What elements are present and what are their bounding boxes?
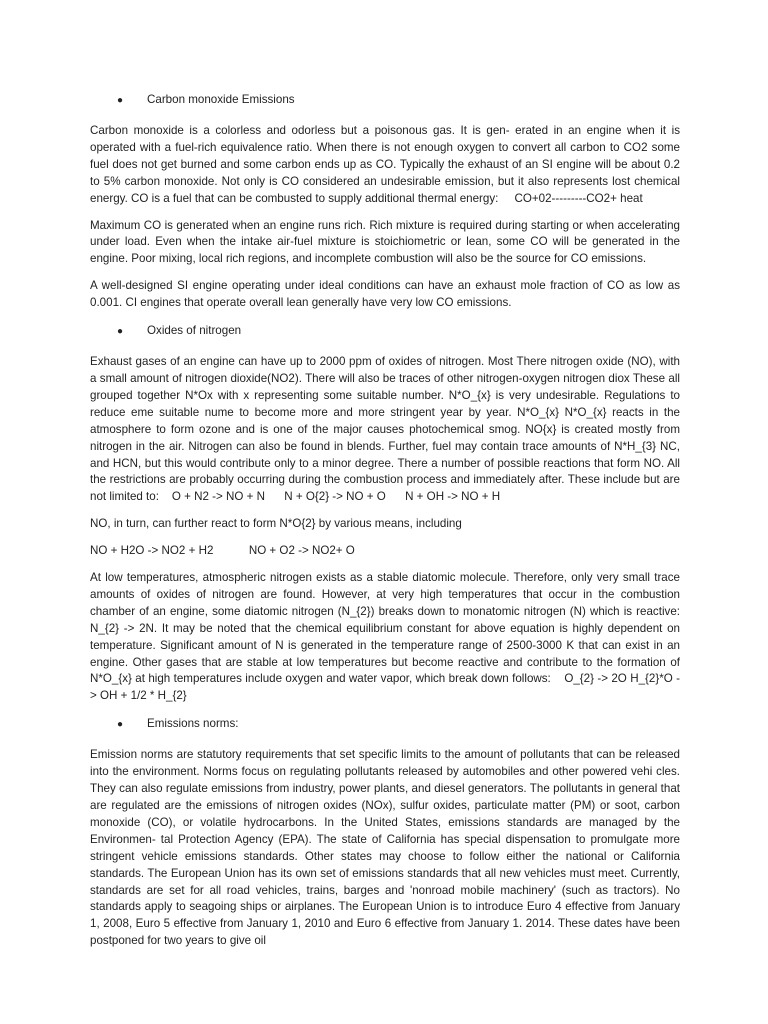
- bullet-icon: ●: [117, 326, 124, 338]
- paragraph: [90, 354, 680, 506]
- heading-text: Emissions norms:: [147, 717, 239, 731]
- paragraph: Emission norms are statutory requirements that set specific limits to the amount of pollutants that can be released into the environment. Norms focus on regulating pollutants released by automobiles and other powered vehi cles. They can also regulate emissions from industry, power plants, and diesel generators. The pollutants in general that are regulated are the emissions of nitrogen oxides (NOx), sulfur oxides, particulate matter (PM) or soot, carbon monoxide (CO), or volatile hydrocarbons. In the United States, emissions standards are managed by the Environmen- tal Protection Agency (EPA). The state of California has special dispensation to promulgate more stringent vehicle emissions standards. Other states may choose to follow either the national or California standards. The European Union has its own set of emissions standards that all new vehicles must meet. Currently, standards are set for all road vehicles, trains, barges and 'nonroad mobile machinery' (such as tractors). No standards apply to seagoing ships or airplanes. The European Union is to introduce Euro 4 effective from January 1, 2008, Euro 5 effective from January 1, 2010 and Euro 6 effective from January 1. 2014. These dates have been postponed for two years to give oil: [90, 748, 680, 948]
- paragraph: Maximum CO is generated when an engine runs rich. Rich mixture is required during starting or when accelerating under load. Even when the intake air-fuel mixture is stoichiometric or lean, some CO will be generated in the engine. Poor mixing, local rich regions, and incomplete combustion will also be the source for CO emissions.: [90, 218, 680, 266]
- paragraph: [90, 570, 680, 705]
- heading-text: Carbon monoxide Emissions: [147, 93, 295, 106]
- bullet-heading-co: [90, 91, 680, 109]
- paragraph: A well-designed SI engine operating under ideal conditions can have an exhaust mole fraction of CO as low as 0.001. CI engines that operate overall lean generally have very low CO emissions.: [90, 279, 680, 310]
- bullet-heading-norms: [90, 715, 680, 733]
- equation: O + N2 -> NO + N N + O{2} -> NO + O N + OH -> NO + H: [171, 490, 501, 504]
- paragraph: [90, 123, 680, 208]
- paragraph: NO, in turn, can further react to form N*O{2} by various means, including: [90, 517, 462, 531]
- bullet-heading-nox: [90, 322, 680, 340]
- paragraph-text: Carbon monoxide is a colorless and odorless but a poisonous gas. It is gen- erated in an engine when it is operated with a fuel-rich equivalence ratio. When there is not enough oxygen to convert all carbon to CO2 some fuel does not get burned and some carbon ends up as CO. Typically the exhaust of an SI engine will be about 0.2 to 5% carbon monoxide. Not only is CO considered an undesirable emission, but it also represents lost chemical energy. CO is a fuel that can be combusted to supply additional thermal energy:: [90, 124, 680, 205]
- paragraph-text: Exhaust gases of an engine can have up to 2000 ppm of oxides of nitrogen. Most There nitrogen oxide (NO), with a small amount of nitrogen dioxide(NO2). There will also be traces of other nitrogen-oxygen nitrogen diox These all grouped together N*Ox with x representing some suitable number. N*O_{x} is very undesirable. Regulations to reduce eme suitable nume to become more and more stringent year by year. N*O_{x} N*O_{x} reacts in the atmosphere to form ozone and is one of the major causes photochemical smog. NO{x} is created mostly from nitrogen in the air. Nitrogen can also be found in blends. Further, fuel may contain trace amounts of N*H_{3} NC, and HCN, but this would contribute only to a minor degree. There a number of possible reactions that form NO. All the restrictions are probably occurring during the combustion process and immediately after. These include but are not limited to:: [90, 355, 680, 504]
- equation: CO+02---------CO2+ heat: [514, 191, 643, 205]
- bullet-icon: ●: [117, 95, 124, 106]
- equation: O_{2} -> 2O H_{2}*O -> OH + 1/2 * H_{2}: [90, 672, 680, 703]
- equation-line: NO + H2O -> NO2 + H2 NO + O2 -> NO2+ O: [90, 544, 355, 558]
- paragraph-text: At low temperatures, atmospheric nitrogen exists as a stable diatomic molecule. Therefore, only very small trace amounts of oxides of nitrogen are found. However, at very high temperatures that occur in the combustion chamber of an engine, some diatomic nitrogen (N_{2}) breaks down to monatomic nitrogen (N) which is reactive: N_{2} -> 2N. It may be noted that the chemical equilibrium constant for above equation is highly dependent on temperature. Significant amount of N is generated in the temperature range of 2500-3000 K that can exist in an engine. Other gases that are stable at low temperatures but become reactive and contribute to the formation of N*O_{x} at high temperatures include oxygen and water vapor, which break down follows:: [90, 571, 680, 686]
- bullet-icon: ●: [117, 719, 124, 731]
- heading-text: Oxides of nitrogen: [147, 324, 242, 338]
